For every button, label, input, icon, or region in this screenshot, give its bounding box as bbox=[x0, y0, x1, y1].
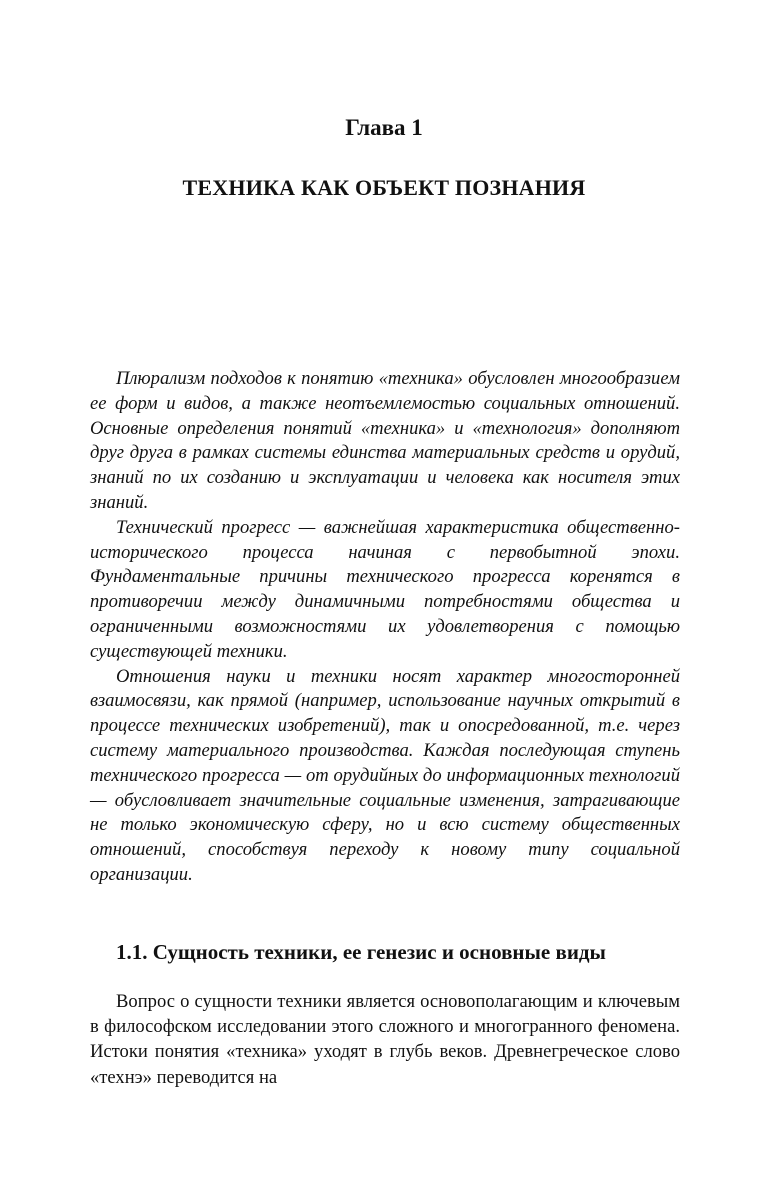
chapter-label: Глава 1 bbox=[345, 115, 423, 140]
chapter-abstract bbox=[90, 367, 680, 888]
section-body bbox=[90, 989, 680, 1090]
section-heading: 1.1. Сущность техники, ее генезис и основные виды bbox=[116, 940, 606, 964]
chapter-title: ТЕХНИКА КАК ОБЪЕКТ ПОЗНАНИЯ bbox=[182, 175, 586, 200]
abstract-paragraph: Технический прогресс — важнейшая характеристика общественно-исторического процесса начиная с первобытной эпохи. Фундаментальные причины технического прогресса коренятся в противоречии между динамичными потребностями общества и ограниченными возможностями их удовлетворения с помощью существующей техники. bbox=[90, 516, 680, 662]
abstract-paragraph: Отношения науки и техники носят характер многосторонней взаимосвязи, как прямой (например, использование научных открытий в процессе технических изобретений), так и опосредованной, т.е. через систему материального производства. Каждая последующая ступень технического прогресса — от орудийных до информационных технологий — обусловливает значительные социальные изменения, затрагивающие не только экономическую сферу, но и всю систему общественных отношений, способствуя переходу к новому типу социальной организации. bbox=[90, 665, 680, 885]
abstract-paragraph: Плюрализм подходов к понятию «техника» обусловлен многообразием ее форм и видов, а также неотъемлемостью социальных отношений. Основные определения понятий «техника» и «технология» дополняют друг друга в рамках системы единства материальных средств и орудий, знаний по их созданию и эксплуатации и человека как носителя этих знаний. bbox=[90, 368, 680, 513]
body-paragraph: Вопрос о сущности техники является основополагающим и ключевым в философском исследовании этого сложного и многогранного феномена. Истоки понятия «техника» уходят в глубь веков. Древнегреческое слово «технэ» переводится на bbox=[90, 991, 680, 1088]
